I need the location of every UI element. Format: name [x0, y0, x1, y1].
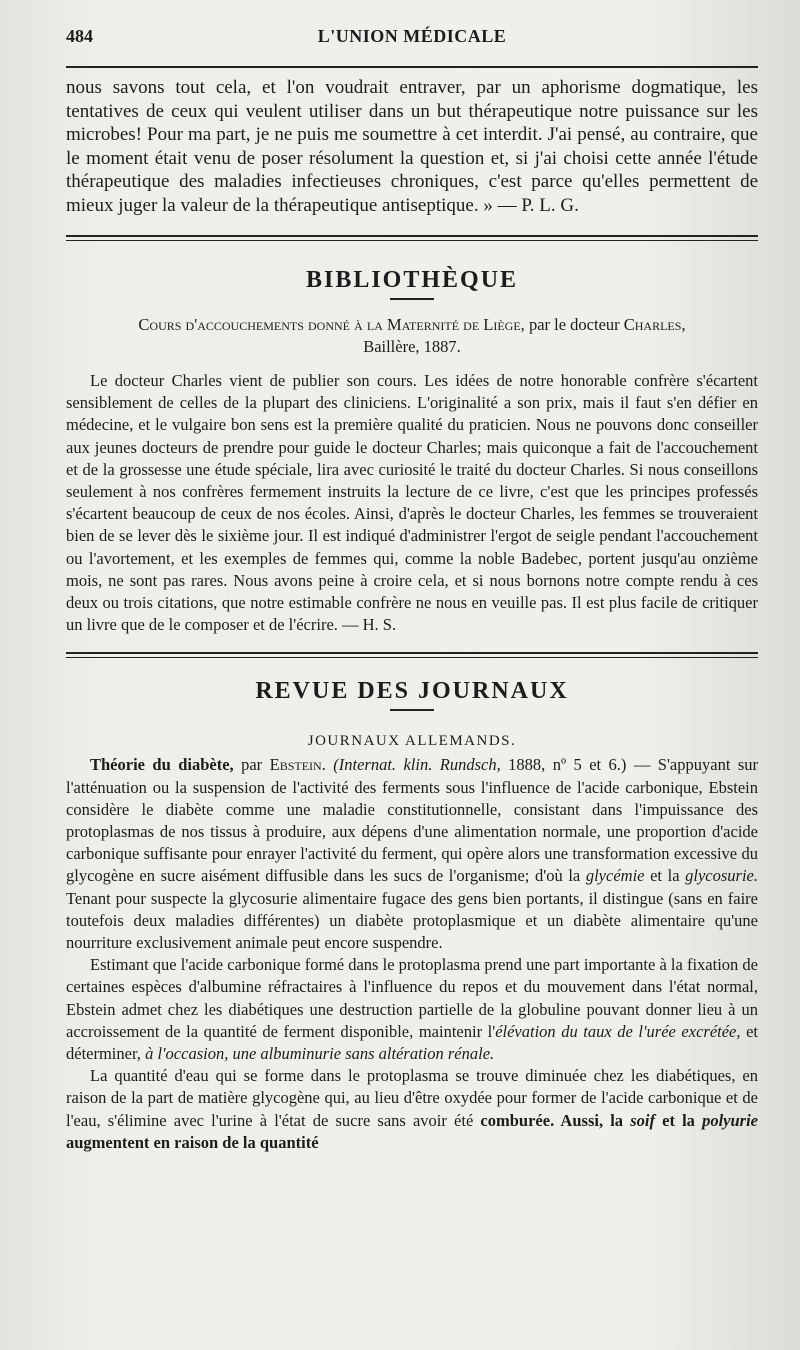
book-title: Cours d'accouchements donné à la Maternité de Liège,	[138, 315, 525, 334]
article-author: Ebstein.	[269, 755, 326, 775]
article-paragraph-3	[66, 1065, 758, 1154]
subsection-heading: JOURNAUX ALLEMANDS.	[307, 733, 517, 750]
bold-run: comburée. Aussi, la	[480, 1110, 631, 1130]
book-reference	[66, 314, 758, 358]
section-title-revue: REVUE DES JOURNAUX	[255, 678, 569, 705]
article-source-detail: 1888, nº 5 et 6.) —	[500, 755, 658, 775]
journal-title: L'UNION MÉDICALE	[317, 26, 507, 46]
emphasis: élévation du taux de l'urée excrétée,	[495, 1021, 741, 1041]
text-run: Tenant pour suspecte la glycosurie alimentaire fugace des gens bien portants, il distingue (sans en faire toutefois deux maladies différentes) un diabète protoplasmique et un diabète alimentaire qu'une nourriture exclusivement animale peut encore suspendre.	[66, 888, 758, 953]
emphasis: polyurie	[702, 1110, 758, 1130]
book-author: Charles,	[623, 315, 686, 334]
article-source: (Internat. klin. Rundsch,	[333, 755, 501, 775]
section-title-bibliotheque: BIBLIOTHÈQUE	[305, 267, 519, 293]
text-run: et déterminer,	[66, 1021, 758, 1064]
emphasis: glycosurie.	[685, 866, 758, 886]
text-run: S'appuyant sur l'atténuation ou la suspension de l'activité des ferments sous l'influence de l'acide carbonique, Ebstein considère le diabète comme une maladie constitutionnelle, consistant dans l'impuissance des protoplasmas de nos tissus à produire, aux dépens d'une alimentation normale, une proportion d'acide carbonique suffisante pour enrayer l'activité du ferment, qui opère alors une transformation excessive du glycogène en sucre aisément diffusible dans les sucs de l'organisme; d'où la	[66, 755, 759, 886]
emphasis: à l'occasion, une albuminurie sans altération rénale.	[145, 1044, 495, 1064]
text-run: et la	[644, 866, 686, 886]
intro-paragraph: nous savons tout cela, et l'on voudrait entraver, par un aphorisme dogmatique, les tentatives de ceux qui veulent utiliser dans un but thérapeutique notre puissance sur les microbes! Pour ma part, je ne puis me soumettre à cet interdit. J'ai pensé, au contraire, que le moment était venu de poser résolument la question et, si j'ai choisi cette année l'étude thérapeutique des maladies infectieuses chroniques, c'est parce qu'elles permettent de mieux juger la valeur de la thérapeutique antiseptique. » — P. L. G.	[66, 77, 758, 216]
section-divider	[66, 235, 758, 241]
bold-run: et la	[654, 1110, 703, 1130]
emphasis: glycémie	[585, 866, 645, 886]
page-number: 484	[66, 26, 93, 46]
book-author-prefix: par le docteur	[524, 315, 624, 334]
text-run: Estimant que l'acide carbonique formé dans le protoplasma prend une part importante à la fixation de certaines espèces d'albumine réfractaires à l'influence du repos et du mouvement dans l'état normal, Ebstein admet chez les diabétiques une destruction partielle de la globuline pouvant donner lieu à un accroissement de la quantité de ferment disponible, maintenir l'	[66, 955, 758, 1041]
title-underline	[390, 298, 434, 300]
bold-run: augmentent en raison de la quantité	[66, 1132, 319, 1152]
title-underline	[390, 709, 434, 711]
section-divider	[66, 652, 758, 658]
header-rule	[66, 66, 758, 68]
text-run: La quantité d'eau qui se forme dans le protoplasma se trouve diminuée chez les diabétiques, en raison de la part de matière glycogène qui, au lieu d'être oxydée pour former de l'acide carbonique et de l'eau, s'élimine avec l'urine à l'état de sucre sans avoir été	[66, 1066, 758, 1130]
book-publisher: Baillère, 1887.	[363, 337, 461, 356]
page-header	[66, 0, 758, 56]
article-paragraph-1	[66, 754, 758, 954]
text-run: par	[233, 755, 270, 775]
article-title: Théorie du diabète,	[90, 755, 234, 775]
book-review: Le docteur Charles vient de publier son cours. Les idées de notre honorable confrère s'écartent sensiblement de celles de la plupart des cliniciens. L'originalité a son prix, mais il faut s'en défier en médecine, et le vulgaire bon sens est la première qualité du praticien. Nous ne pouvons donc conseiller aux jeunes docteurs de prendre pour guide le docteur Charles; mais quiconque a fait de l'accouchement et de la grossesse une étude spéciale, lira avec curiosité le traité du docteur Charles. Si nous conseillons seulement à nos confrères fermement instruits la lecture de ce livre, c'est que les principes professés s'écartent beaucoup de ceux de nos écoles. Ainsi, d'après le docteur Charles, les femmes se trouveraient bien de se lever dès le sixième jour. Il est indiqué d'administrer l'ergot de seigle pendant l'accouchement ou l'avortement, et les exemples de femmes qui, comme la noble Badebec, portent jusqu'au onzième mois, ne sont pas rares. Nous avons peine à croire cela, et si nous bornons notre compte rendu à ces deux ou trois citations, que notre estimable confrère ne nous en veuille pas. Il est plus facile de critiquer un livre que de le composer et de l'écrire. — H. S.	[66, 371, 758, 635]
emphasis: soif	[630, 1110, 655, 1130]
article-paragraph-2	[66, 954, 758, 1065]
